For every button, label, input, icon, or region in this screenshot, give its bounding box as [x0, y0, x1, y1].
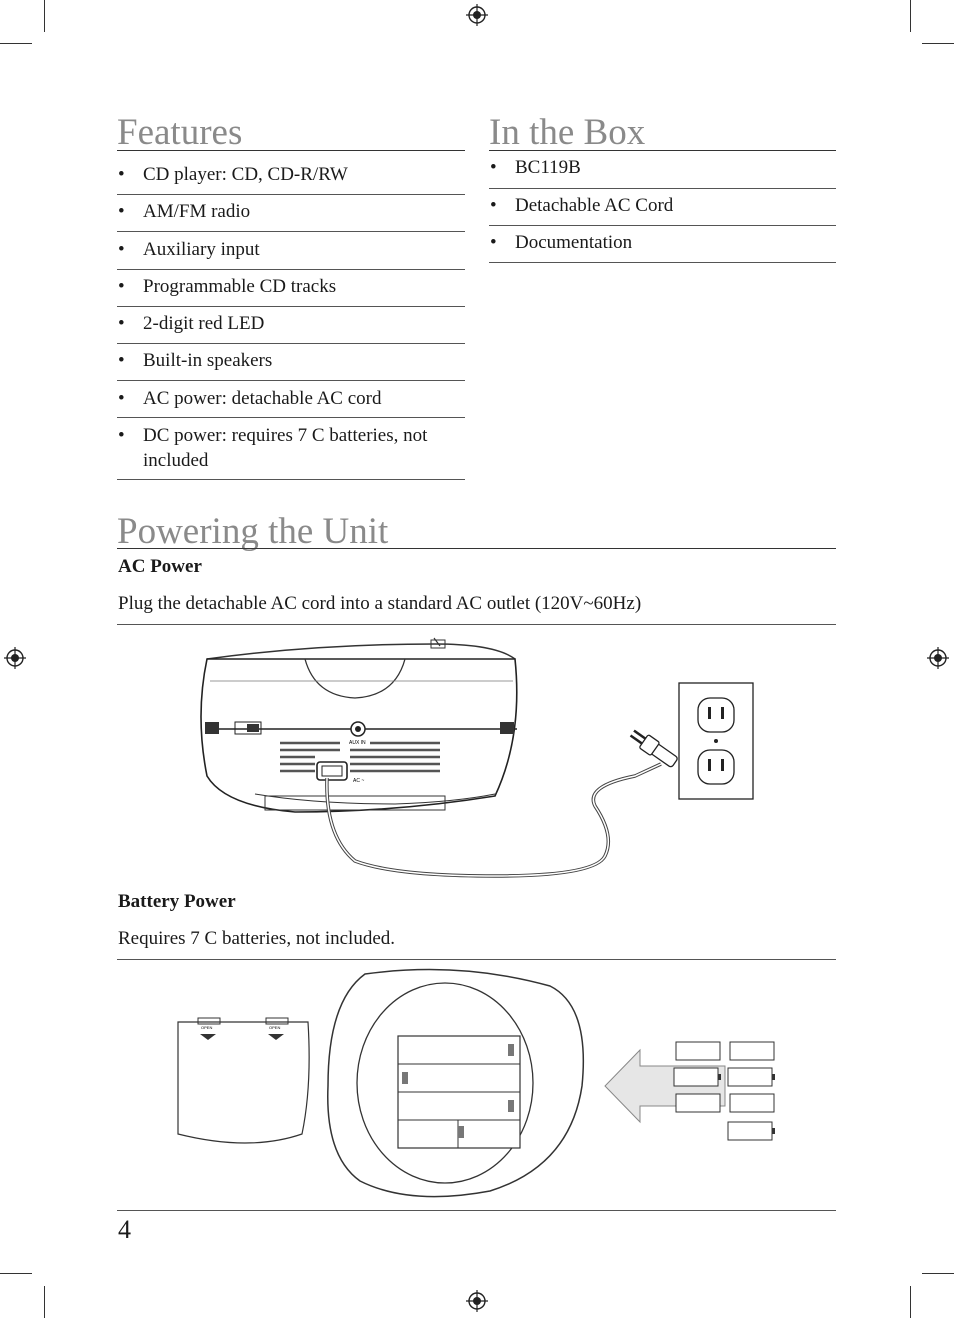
divider	[117, 479, 465, 480]
divider	[117, 1210, 836, 1211]
aux-in-label: AUX IN	[349, 740, 366, 746]
battery-power-text: Requires 7 C batteries, not included.	[118, 928, 396, 949]
crop-mark	[922, 1273, 954, 1274]
ac-power-text: Plug the detachable AC cord into a standard AC outlet (120V~60Hz)	[118, 593, 642, 614]
battery-power-heading: Battery Power	[118, 891, 236, 912]
divider	[489, 150, 836, 151]
divider	[489, 188, 836, 189]
crop-mark	[922, 43, 954, 44]
divider	[117, 269, 465, 270]
crop-mark	[44, 0, 45, 32]
crop-mark	[0, 1273, 32, 1274]
divider	[489, 225, 836, 226]
divider	[117, 417, 465, 418]
divider	[117, 150, 465, 151]
in-the-box-heading: In the Box	[489, 112, 646, 153]
open-label: OPEN	[201, 1025, 213, 1030]
page-number: 4	[118, 1215, 131, 1244]
registration-mark-icon	[466, 4, 488, 26]
crop-mark	[44, 1286, 45, 1318]
divider	[117, 231, 465, 232]
ac-label: AC ~	[353, 778, 365, 784]
registration-mark-icon	[4, 647, 26, 669]
divider	[117, 306, 465, 307]
divider	[117, 380, 465, 381]
features-heading: Features	[117, 112, 243, 153]
powering-heading: Powering the Unit	[117, 511, 389, 552]
divider	[117, 548, 836, 549]
battery-illustration	[170, 966, 780, 1200]
ac-power-illustration	[195, 636, 760, 876]
registration-mark-icon	[466, 1290, 488, 1312]
crop-mark	[0, 43, 32, 44]
list-item: • DC power: requires 7 C batteries, not included	[118, 425, 428, 471]
divider	[117, 194, 465, 195]
divider	[117, 624, 836, 625]
crop-mark	[910, 0, 911, 32]
registration-mark-icon	[927, 647, 949, 669]
divider	[117, 343, 465, 344]
open-label: OPEN	[269, 1025, 281, 1030]
ac-power-heading: AC Power	[118, 556, 202, 577]
divider	[117, 959, 836, 960]
divider	[489, 262, 836, 263]
crop-mark	[910, 1286, 911, 1318]
